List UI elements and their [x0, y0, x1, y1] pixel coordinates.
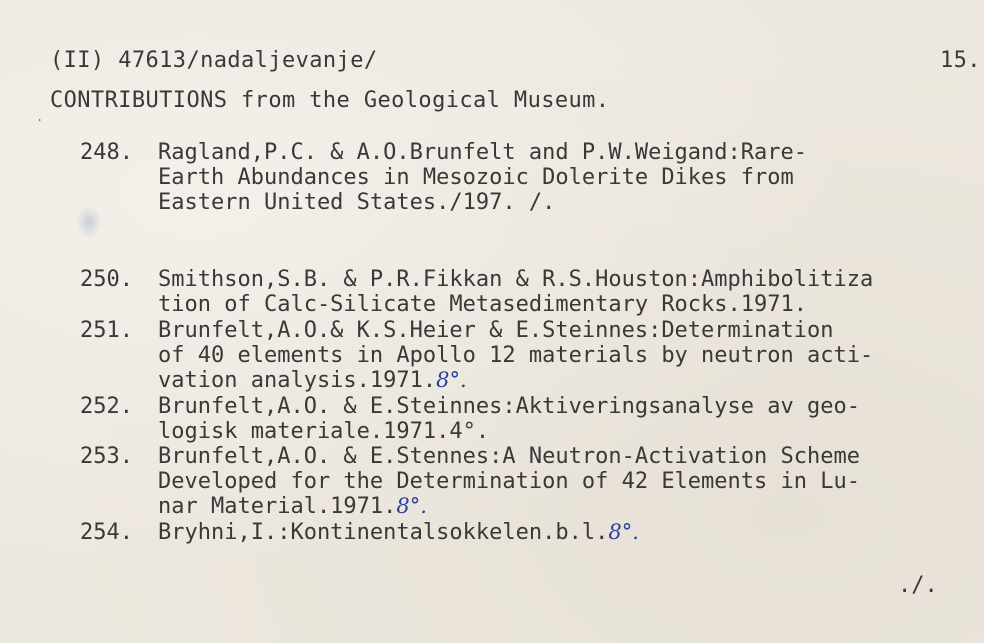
entry-line: Bryhni,I.:Kontinentalsokkelen.b.l. — [158, 520, 609, 545]
entry-number: 250. — [80, 267, 133, 292]
entry-text — [158, 520, 639, 545]
entry-text — [158, 267, 873, 317]
entry-number: 254. — [80, 520, 133, 545]
entry-number: 248. — [80, 140, 133, 165]
entry-line: tion of Calc-Silicate Metasedimentary Rocks.1971. — [158, 292, 808, 317]
entry-line: Eastern United States./197. /. — [158, 190, 556, 215]
entry-text — [158, 394, 860, 444]
entry-line: logisk materiale.1971.4°. — [158, 419, 490, 444]
entry-line: Brunfelt,A.O. & E.Steinnes:Aktiveringsanalyse av geo- — [158, 394, 860, 419]
entry-line: Brunfelt,A.O. & E.Stennes:A Neutron-Activation Scheme — [158, 444, 860, 469]
card-reference: (II) 47613/nadaljevanje/ — [50, 48, 378, 73]
entry-number: 253. — [80, 444, 133, 469]
entry-number: 251. — [80, 318, 133, 343]
margin-mark: . — [36, 110, 44, 124]
series-title: CONTRIBUTIONS from the Geological Museum. — [50, 88, 610, 113]
handwritten-format-note: 8°. — [396, 494, 427, 518]
entry-line: vation analysis.1971. — [158, 368, 437, 393]
page-number: 15. — [940, 48, 981, 73]
entry-line: Earth Abundances in Mesozoic Dolerite Dikes from — [158, 165, 794, 190]
entry-text — [158, 140, 807, 215]
entry-line: nar Material.1971. — [158, 494, 397, 519]
entry-line: of 40 elements in Apollo 12 materials by neutron acti- — [158, 343, 874, 368]
entry-text — [158, 444, 860, 519]
entry-line: Developed for the Determination of 42 Elements in Lu- — [158, 469, 860, 494]
continuation-mark: ./. — [898, 573, 938, 598]
entry-line: Smithson,S.B. & P.R.Fikkan & R.S.Houston:Amphibolitiza — [158, 267, 874, 292]
handwritten-format-note: 8°. — [436, 368, 467, 392]
handwritten-format-note: 8°. — [608, 520, 639, 544]
entry-number: 252. — [80, 394, 133, 419]
entry-text — [158, 318, 873, 393]
ink-smudge — [76, 205, 102, 239]
entry-line: Brunfelt,A.O.& K.S.Heier & E.Steinnes:Determination — [158, 318, 834, 343]
entry-line: Ragland,P.C. & A.O.Brunfelt and P.W.Weigand:Rare- — [158, 140, 808, 165]
